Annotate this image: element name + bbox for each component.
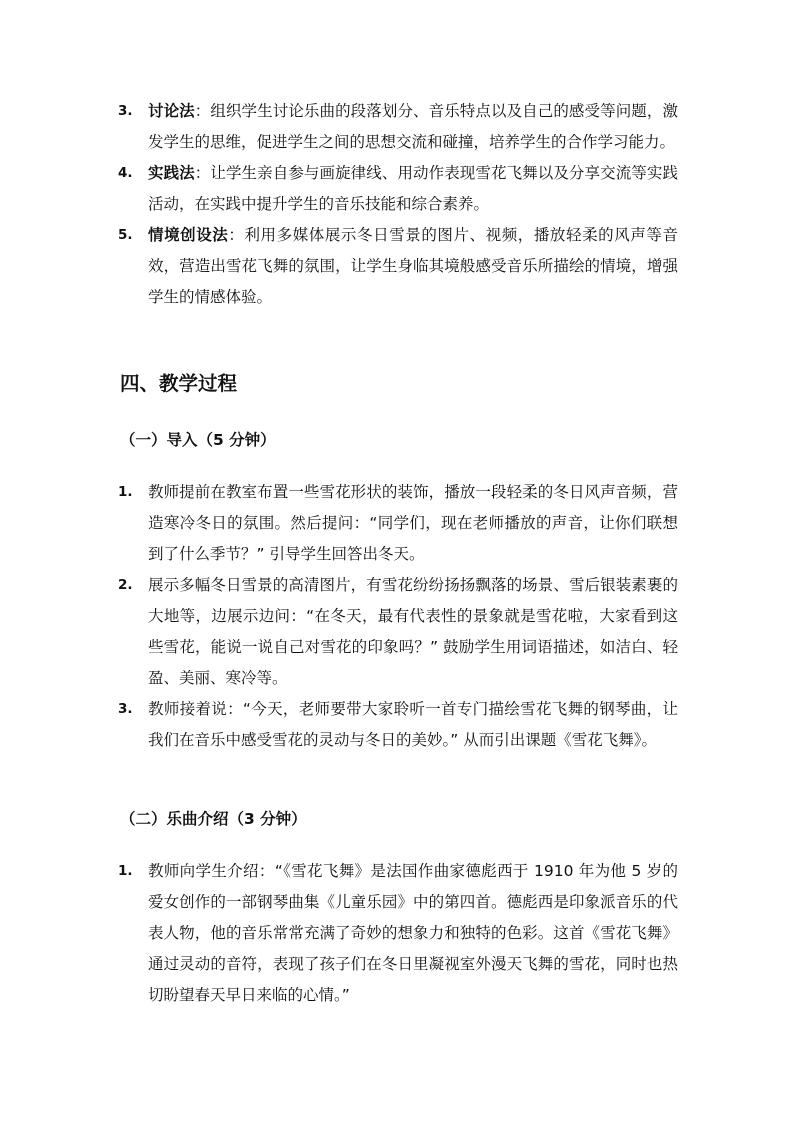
step-text: 展示多幅冬日雪景的高清图片，有雪花纷纷扬扬飘落的场景、雪后银装素裹的大地等，边展示边问：“在冬天，最有代表性的景象就是雪花啦，大家看到这些雪花，能说一说自己对雪花的印象吗？” 鼓励学生用词语描述，如洁白、轻盈、美丽、寒冷等。 xyxy=(148,576,678,687)
section-heading: 四、教学过程 xyxy=(120,372,238,395)
music-intro-list xyxy=(118,856,678,1011)
list-item xyxy=(118,158,678,220)
list-number: 1. xyxy=(118,484,133,500)
method-term: 实践法 xyxy=(148,164,195,182)
list-item xyxy=(118,220,678,313)
list-number: 3. xyxy=(118,103,133,119)
list-number: 2. xyxy=(118,577,133,593)
subsection-heading-intro: （一）导入（5 分钟） xyxy=(120,431,276,449)
method-description: 利用多媒体展示冬日雪景的图片、视频，播放轻柔的风声等音效，营造出雪花飞舞的氛围，让学生身临其境般感受音乐所描绘的情境，增强学生的情感体验。 xyxy=(148,226,678,306)
method-description: 组织学生讨论乐曲的段落划分、音乐特点以及自己的感受等问题，激发学生的思维，促进学生之间的思想交流和碰撞，培养学生的合作学习能力。 xyxy=(148,102,678,151)
list-number: 4. xyxy=(118,165,133,181)
method-description: 让学生亲自参与画旋律线、用动作表现雪花飞舞以及分享交流等实践活动，在实践中提升学生的音乐技能和综合素养。 xyxy=(148,164,678,213)
teaching-methods-list xyxy=(118,96,678,313)
step-text: 教师接着说：“今天，老师要带大家聆听一首专门描绘雪花飞舞的钢琴曲，让我们在音乐中感受雪花的灵动与冬日的美妙。” 从而引出课题《雪花飞舞》。 xyxy=(148,700,678,749)
subsection-heading-music: （二）乐曲介绍（3 分钟） xyxy=(120,810,307,828)
intro-steps-list xyxy=(118,477,678,756)
method-term: 情境创设法 xyxy=(148,226,229,244)
step-text: 教师提前在教室布置一些雪花形状的装饰，播放一段轻柔的冬日风声音频，营造寒冷冬日的氛围。然后提问：“同学们，现在老师播放的声音，让你们联想到了什么季节？” 引导学生回答出冬天。 xyxy=(148,483,678,563)
list-number: 1. xyxy=(118,863,133,879)
list-item xyxy=(118,570,678,694)
list-item xyxy=(118,477,678,570)
list-item xyxy=(118,96,678,158)
term-separator: ： xyxy=(194,102,211,120)
term-separator: ： xyxy=(228,226,245,244)
list-number: 5. xyxy=(118,227,133,243)
list-item xyxy=(118,694,678,756)
step-text: 教师向学生介绍：“《雪花飞舞》是法国作曲家德彪西于 1910 年为他 5 岁的爱女创作的一部钢琴曲集《儿童乐园》中的第四首。德彪西是印象派音乐的代表人物，他的音乐常常充满了奇妙的想象力和独特的色彩。这首《雪花飞舞》通过灵动的音符，表现了孩子们在冬日里凝视室外漫天飞舞的雪花，同时也热切盼望春天早日来临的心情。” xyxy=(148,862,678,1004)
list-item xyxy=(118,856,678,1011)
term-separator: ： xyxy=(194,164,211,182)
method-term: 讨论法 xyxy=(148,102,195,120)
list-number: 3. xyxy=(118,701,133,717)
